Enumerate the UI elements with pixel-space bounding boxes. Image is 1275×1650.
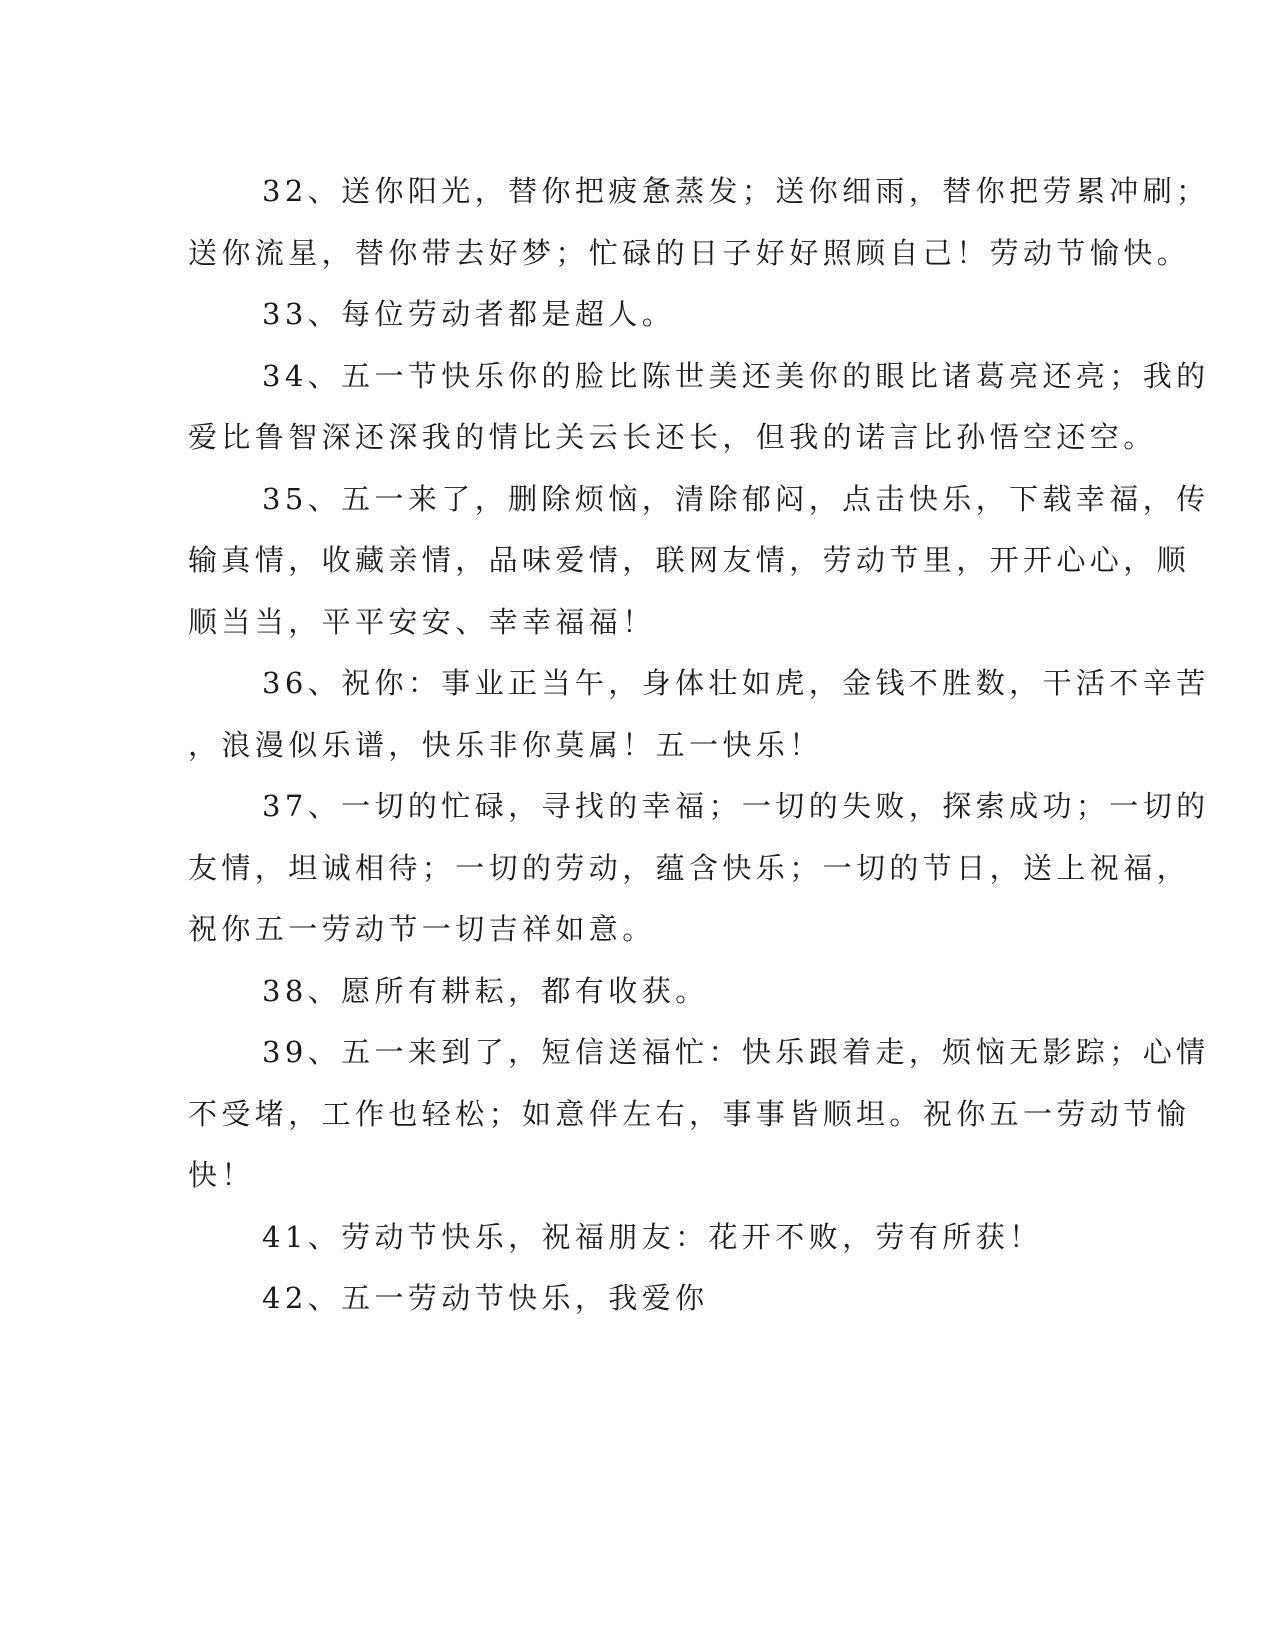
text-line: 36、祝你：事业正当午，身体壮如虎，金钱不胜数，干活不辛苦: [262, 666, 1210, 700]
text-line: 34、五一节快乐你的脸比陈世美还美你的眼比诸葛亮还亮；我的: [262, 358, 1210, 393]
paragraph-41: [188, 1207, 1078, 1269]
paragraph-42: [188, 1268, 1078, 1330]
paragraph-38: [188, 961, 1078, 1023]
paragraph-36: [188, 653, 1210, 776]
text-line: 快！: [188, 1158, 255, 1192]
text-line: 38、愿所有耕耘，都有收获。: [262, 973, 709, 1008]
paragraph-35: [188, 469, 1210, 654]
text-line: ，浪漫似乐谱，快乐非你莫属！五一快乐！: [188, 727, 823, 762]
text-line: 爱比鲁智深还深我的情比关云长还长，但我的诺言比孙悟空还空。: [188, 420, 1157, 454]
text-line: 32、送你阳光，替你把疲惫蒸发；送你细雨，替你把劳累冲刷；: [262, 174, 1210, 208]
paragraph-32: [188, 161, 1210, 284]
text-line: 祝你五一劳动节一切吉祥如意。: [188, 912, 656, 946]
paragraph-37: [188, 776, 1210, 961]
text-line: 41、劳动节快乐，祝福朋友：花开不败，劳有所获！: [262, 1219, 1043, 1254]
paragraph-34: [188, 346, 1210, 469]
text-line: 37、一切的忙碌，寻找的幸福；一切的失败，探索成功；一切的: [262, 789, 1210, 823]
paragraph-33: [188, 284, 1078, 346]
text-line: 送你流星，替你带去好梦；忙碌的日子好好照顾自己！劳动节愉快。: [188, 235, 1191, 270]
document-body: [188, 161, 1210, 1330]
text-line: 顺当当，平平安安、幸幸福福！: [188, 604, 656, 639]
text-line: 35、五一来了，删除烦恼，清除郁闷，点击快乐，下载幸福，传: [262, 481, 1210, 516]
text-line: 不受堵，工作也轻松；如意伴左右，事事皆顺坦。祝你五一劳动节愉: [188, 1096, 1191, 1131]
text-line: 友情，坦诚相待；一切的劳动，蕴含快乐；一切的节日，送上祝福，: [188, 850, 1191, 885]
text-line: 输真情，收藏亲情，品味爱情，联网友情，劳动节里，开开心心，顺: [188, 543, 1191, 577]
text-line: 33、每位劳动者都是超人。: [262, 297, 676, 331]
paragraph-39: [188, 1022, 1210, 1207]
text-line: 39、五一来到了，短信送福忙：快乐跟着走，烦恼无影踪；心情: [262, 1035, 1210, 1069]
text-line: 42、五一劳动节快乐，我爱你: [262, 1281, 709, 1315]
